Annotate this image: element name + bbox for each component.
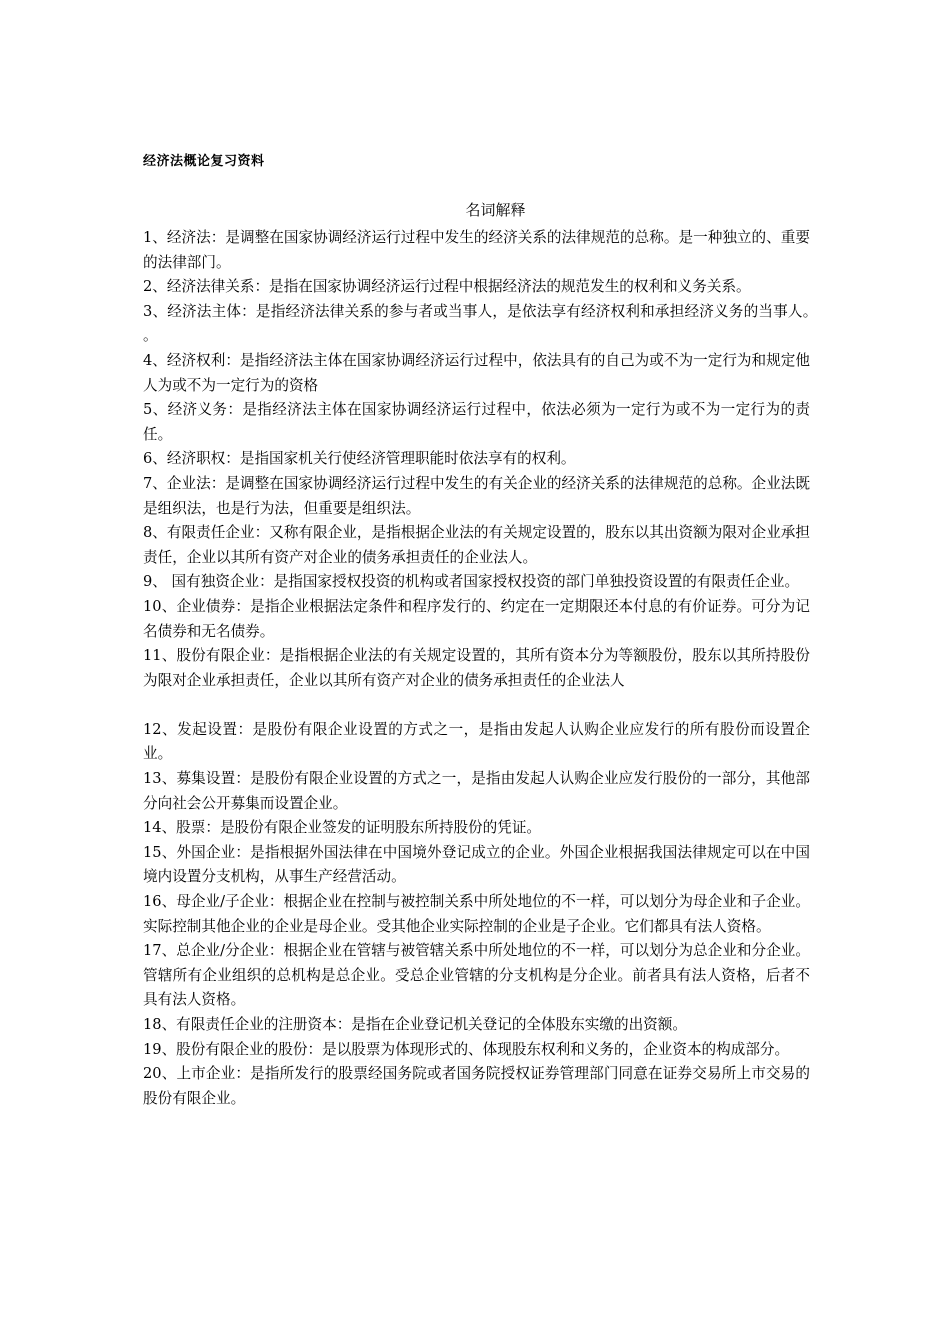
term-entry-8: 8、有限责任企业：又称有限企业，是指根据企业法的有关规定设置的，股东以其出资额为限对企业承担责任，企业以其所有资产对企业的债务承担责任的企业法人。 [143, 524, 810, 566]
term-entry-1: 1、经济法：是调整在国家协调经济运行过程中发生的经济关系的法律规范的总称。是一种独立的、重要的法律部门。 [143, 229, 810, 271]
term-entry-5: 5、经济义务：是指经济法主体在国家协调经济运行过程中，依法必须为一定行为或不为一定行为的责任。 [143, 401, 810, 443]
term-entry-10: 10、企业债券：是指企业根据法定条件和程序发行的、约定在一定期限还本付息的有价证券。可分为记名债券和无名债券。 [143, 597, 810, 640]
term-entry-15: 15、外国企业：是指根据外国法律在中国境外登记成立的企业。外国企业根据我国法律规定可以在中国境内设置分支机构，从事生产经营活动。 [143, 843, 810, 886]
term-entry-6: 6、经济职权：是指国家机关行使经济管理职能时依法享有的权利。 [143, 450, 576, 468]
term-entry-12: 12、发起设置：是股份有限企业设置的方式之一，是指由发起人认购企业应发行的所有股份而设置企业。 [143, 720, 810, 763]
term-entry-13: 13、募集设置：是股份有限企业设置的方式之一，是指由发起人认购企业应发行股份的一部分，其他部分向社会公开募集而设置企业。 [143, 770, 810, 812]
term-entry-11: 11、股份有限企业：是指根据企业法的有关规定设置的，其所有资本分为等额股份，股东以其所持股份为限对企业承担责任，企业以其所有资产对企业的债务承担责任的企业法人 [143, 647, 810, 689]
section-heading: 名词解释 [465, 201, 526, 219]
term-entry-18: 18、有限责任企业的注册资本：是指在企业登记机关登记的全体股东实缴的出资额。 [143, 1016, 687, 1033]
term-entry-7: 7、企业法：是调整在国家协调经济运行过程中发生的有关企业的经济关系的法律规范的总称。企业法既是组织法，也是行为法，但重要是组织法。 [143, 474, 810, 517]
term-entry-16: 16、母企业/子企业：根据企业在控制与被控制关系中所处地位的不一样，可以划分为母企业和子企业。实际控制其他企业的企业是母企业。受其他企业实际控制的企业是子企业。它们都具有法人资格。 [143, 893, 810, 935]
term-entry-14: 14、股票：是股份有限企业签发的证明股东所持股份的凭证。 [143, 819, 542, 837]
term-entry-4: 4、经济权利：是指经济法主体在国家协调经济运行过程中，依法具有的自己为或不为一定行为和规定他人为或不为一定行为的资格 [143, 351, 810, 394]
term-entry-3: 3、经济法主体：是指经济法律关系的参与者或当事人，是依法享有经济权利和承担经济义务的当事人。 。 [143, 302, 825, 345]
term-entry-19: 19、股份有限企业的股份：是以股票为体现形式的、体现股东权利和义务的，企业资本的构成部分。 [143, 1040, 790, 1058]
document-title: 经济法概论复习资料 [143, 154, 265, 169]
term-entry-2: 2、经济法律关系：是指在国家协调经济运行过程中根据经济法的规范发生的权利和义务关系。 [143, 278, 751, 296]
term-entry-20: 20、上市企业：是指所发行的股票经国务院或者国务院授权证券管理部门同意在证券交易所上市交易的股份有限企业。 [143, 1065, 810, 1107]
term-entry-9: 9、 国有独资企业：是指国家授权投资的机构或者国家授权投资的部门单独投资设置的有限责任企业。 [143, 573, 800, 591]
term-entry-17: 17、总企业/分企业：根据企业在管辖与被管辖关系中所处地位的不一样，可以划分为总企业和分企业。管辖所有企业组织的总机构是总企业。受总企业管辖的分支机构是分企业。前者具有法人资格，后者不具有法人资格。 [143, 942, 810, 1009]
term-list [143, 226, 825, 1111]
